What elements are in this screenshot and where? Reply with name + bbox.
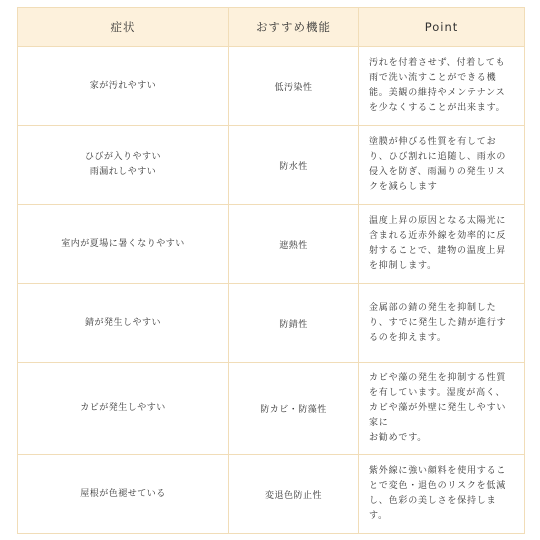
point-cell	[359, 205, 525, 284]
point-text: 紫外線に強い顔料を使用するこ	[369, 466, 507, 476]
table-row	[18, 363, 525, 455]
point-text: 含まれる近赤外線を効率的に反	[369, 231, 507, 241]
symptom-text: 室内が夏場に暑くなりやすい	[61, 238, 185, 249]
point-text: お勧めです。	[369, 433, 428, 443]
point-text: し、色彩の美しさを保持しま	[369, 496, 497, 506]
table-row	[18, 126, 525, 205]
symptom-text: 屋根が色褪せている	[80, 488, 166, 499]
symptom-cell	[18, 205, 229, 284]
table-row	[18, 455, 525, 534]
point-text: す。	[369, 511, 388, 521]
point-cell	[359, 363, 525, 455]
point-text: 温度上昇の原因となる太陽光に	[369, 216, 507, 226]
feature-cell: 遮熱性	[229, 205, 359, 284]
symptom-text: 家が汚れやすい	[89, 80, 157, 91]
symptom-text: 錆が発生しやすい	[84, 317, 161, 328]
feature-cell: 防水性	[229, 126, 359, 205]
point-text: カビや藻が外壁に発生しやすい	[369, 403, 507, 413]
symptom-text: 雨漏れしやすい	[89, 167, 157, 177]
point-text: カビや藻の発生を抑制する性質	[369, 373, 507, 383]
point-text: り、すでに発生した錆が進行す	[369, 317, 507, 328]
symptom-cell	[18, 284, 229, 363]
header-feature: おすすめ機能	[229, 8, 359, 47]
feature-table	[17, 7, 525, 534]
point-cell	[359, 47, 525, 126]
header-symptom: 症状	[18, 8, 229, 47]
point-text: るのを抑えます。	[369, 332, 447, 343]
point-text: り、ひび割れに追随し、雨水の	[369, 152, 507, 162]
point-text: を少なくすることが出来ます。	[369, 103, 506, 113]
symptom-cell	[18, 455, 229, 534]
feature-cell: 変退色防止性	[229, 455, 359, 534]
feature-cell: 防錆性	[229, 284, 359, 363]
point-text: 射することで、建物の温度上昇	[369, 246, 507, 256]
symptom-cell	[18, 363, 229, 455]
point-cell	[359, 126, 525, 205]
table-row	[18, 284, 525, 363]
point-text: 侵入を防ぎ、雨漏りの発生リス	[369, 167, 506, 177]
point-text: 家に	[369, 418, 389, 428]
point-cell	[359, 455, 525, 534]
point-text: を有しています。湿度が高く、	[369, 388, 506, 398]
header-point: Point	[359, 8, 525, 47]
point-text: クを減らします	[369, 182, 438, 192]
point-cell	[359, 284, 525, 363]
symptom-text: カビが発生しやすい	[80, 403, 166, 413]
point-text: 能。美観の維持やメンテナンス	[369, 88, 506, 98]
symptom-text: ひびが入りやすい	[84, 152, 161, 162]
point-text: 塗膜が伸びる性質を有してお	[369, 137, 497, 147]
point-text: 金属部の錆の発生を抑制した	[369, 302, 497, 313]
table-row	[18, 205, 525, 284]
point-text: を抑制します。	[369, 261, 437, 271]
feature-cell: 低汚染性	[229, 47, 359, 126]
point-text: 雨で洗い流すことができる機	[369, 73, 497, 83]
table-row	[18, 47, 525, 126]
feature-cell: 防カビ・防藻性	[229, 363, 359, 455]
symptom-cell	[18, 126, 229, 205]
point-text: とで変色・退色のリスクを低減	[369, 481, 507, 491]
point-text: 汚れを付着させず、付着しても	[369, 58, 506, 68]
symptom-cell	[18, 47, 229, 126]
header-row	[18, 8, 525, 47]
